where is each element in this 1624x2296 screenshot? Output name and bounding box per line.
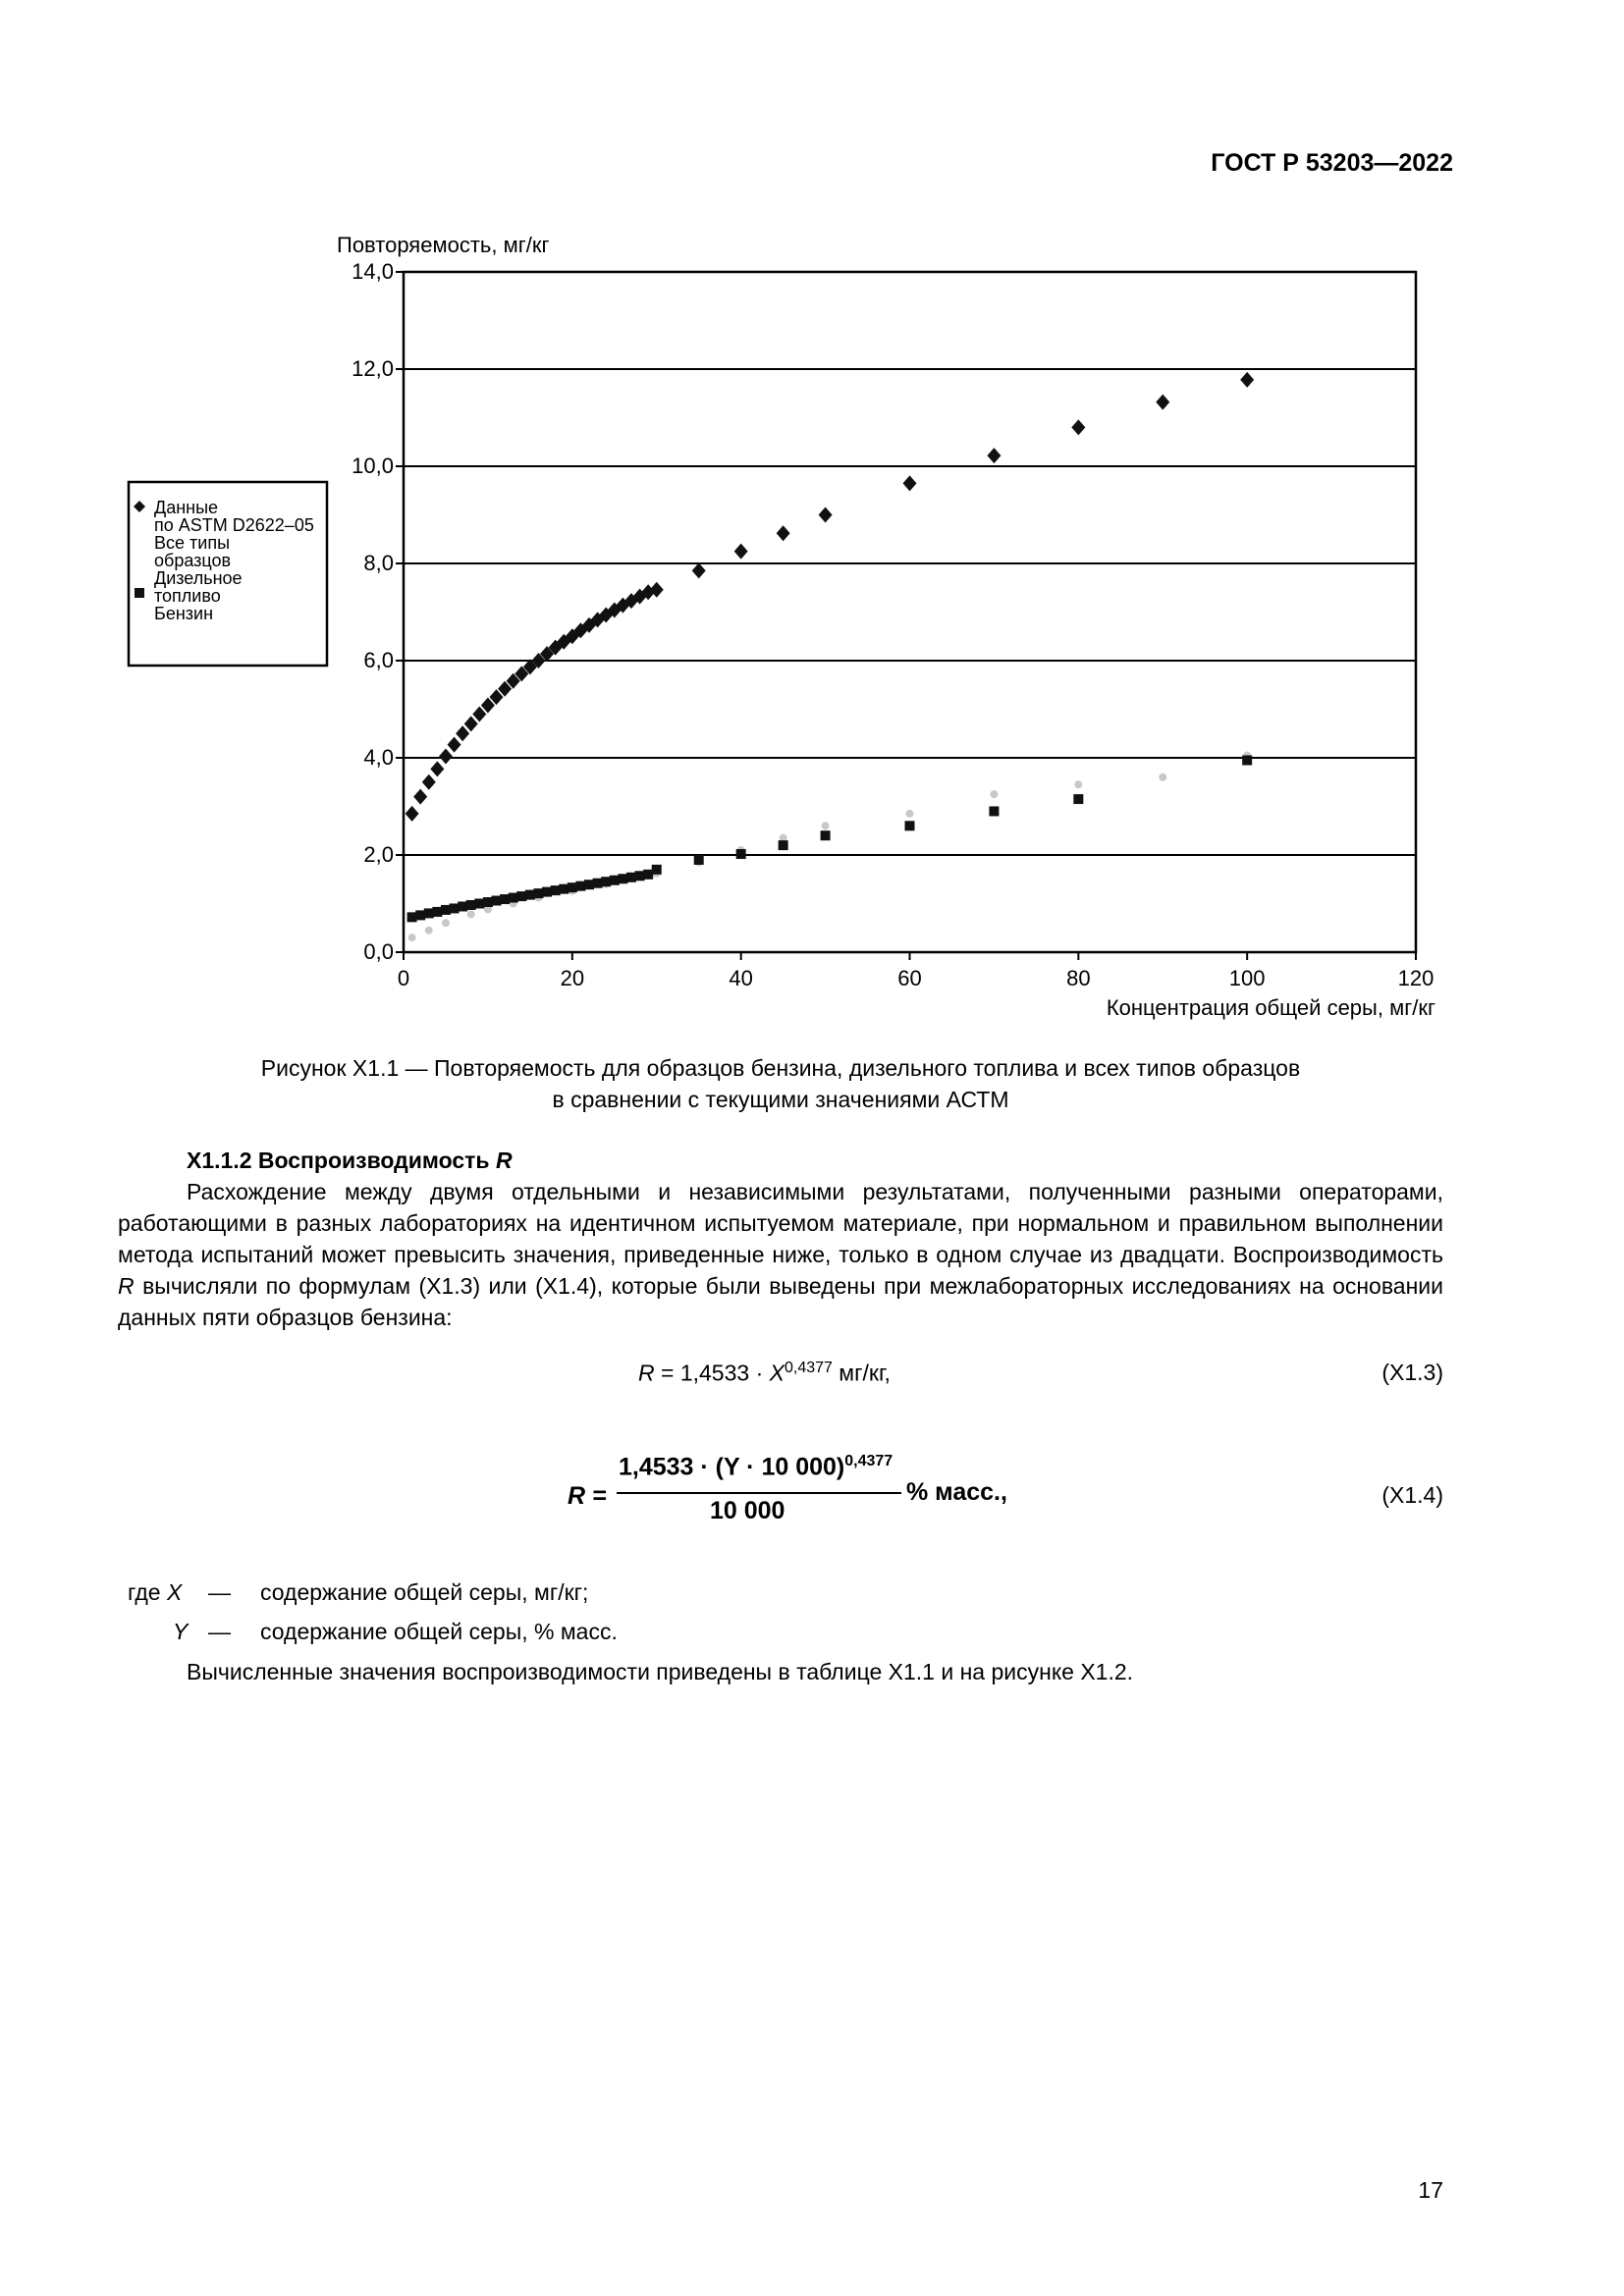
- data-point-diesel: [821, 830, 831, 840]
- repeatability-chart: [0, 0, 1624, 1041]
- data-point-diesel: [1242, 755, 1252, 765]
- data-point-gasoline: [906, 810, 914, 818]
- definition-var: Y: [173, 1619, 189, 1644]
- data-point-diesel: [905, 821, 915, 830]
- y-tick-label: 4,0: [363, 745, 394, 770]
- data-point-diesel: [424, 908, 434, 918]
- formula-exponent: 0,4377: [844, 1453, 893, 1469]
- paragraph-text-start: Расхождение между двумя отдельными и независимыми результатами, полученными разными операторами, работающими в разных лабораториях на идентичном испытуемом материале, при нормальном и правильном выполнении метода испытаний может превысить значения, приведенные ниже, только в одном случае из двадцати. Воспроизводимость: [118, 1179, 1443, 1267]
- data-point-gasoline: [1159, 774, 1166, 781]
- section-heading-text: X1.1.2 Воспроизводимость: [187, 1148, 490, 1173]
- data-point-all-types: [448, 737, 461, 753]
- legend-entry: Все типы: [154, 533, 231, 553]
- data-point-diesel: [610, 876, 620, 885]
- formula-rhs: % масс.,: [906, 1478, 1007, 1506]
- data-point-all-types: [456, 725, 469, 741]
- data-point-diesel: [575, 881, 585, 891]
- data-point-gasoline: [1074, 780, 1082, 788]
- data-point-all-types: [413, 789, 427, 805]
- data-point-gasoline: [425, 927, 433, 934]
- data-point-diesel: [559, 884, 568, 894]
- y-axis-label: Повторяемость, мг/кг: [337, 233, 550, 257]
- x-tick-label: 120: [1397, 966, 1435, 990]
- fraction-bar: [617, 1492, 901, 1494]
- data-point-diesel: [779, 840, 788, 850]
- page-number: 17: [1418, 2177, 1443, 2203]
- data-point-diesel: [450, 903, 460, 913]
- definition-lhs: [173, 1612, 188, 1651]
- legend-marker-square: [135, 588, 144, 598]
- data-point-diesel: [652, 865, 662, 875]
- legend-entry: образцов: [154, 551, 232, 570]
- data-point-diesel: [474, 899, 484, 909]
- data-point-all-types: [422, 774, 436, 790]
- definition-dash: —: [208, 1619, 231, 1644]
- data-point-gasoline: [408, 934, 416, 941]
- y-tick-label: 6,0: [363, 648, 394, 672]
- data-point-diesel: [601, 877, 611, 886]
- data-point-diesel: [989, 806, 999, 816]
- y-tick-label: 10,0: [352, 454, 394, 478]
- definition-var: X: [166, 1579, 183, 1605]
- formula-numerator: [619, 1453, 893, 1481]
- y-tick-label: 12,0: [352, 356, 394, 381]
- data-point-all-types: [439, 749, 453, 765]
- section-paragraph: [118, 1176, 1443, 1333]
- x-tick-label: 80: [1066, 966, 1091, 990]
- definition-prefix: где: [128, 1579, 167, 1605]
- data-point-diesel: [466, 900, 476, 910]
- data-point-diesel: [618, 874, 627, 883]
- formula-x1-3-body: [638, 1360, 891, 1387]
- definition-lhs: [128, 1573, 182, 1612]
- formula-number: (X1.4): [1381, 1482, 1443, 1508]
- caption-line-2: в сравнении с текущими значениями АСТМ: [552, 1087, 1009, 1112]
- definition-text: содержание общей серы, % масс.: [260, 1619, 618, 1644]
- data-point-all-types: [819, 507, 833, 523]
- data-point-diesel: [736, 849, 746, 859]
- data-point-diesel: [415, 910, 425, 920]
- data-point-diesel: [542, 887, 552, 897]
- x-tick-label: 40: [729, 966, 753, 990]
- data-point-diesel: [509, 893, 518, 903]
- legend-entry: Бензин: [154, 604, 214, 623]
- data-point-diesel: [458, 901, 467, 911]
- formula-lhs: R =: [568, 1482, 607, 1510]
- data-point-all-types: [1156, 395, 1169, 410]
- formula-exponent: 0,4377: [784, 1360, 833, 1376]
- data-point-diesel: [525, 890, 535, 900]
- formula-number: (X1.3): [1381, 1360, 1443, 1385]
- data-point-diesel: [1073, 794, 1083, 804]
- y-tick-label: 8,0: [363, 551, 394, 575]
- formula-denominator: 10 000: [710, 1497, 785, 1524]
- legend-entry: Дизельное: [154, 568, 243, 588]
- data-point-all-types: [734, 544, 748, 560]
- x-axis-label: Концентрация общей серы, мг/кг: [1106, 995, 1435, 1020]
- x-tick-label: 100: [1228, 966, 1266, 990]
- data-point-diesel: [593, 879, 603, 888]
- data-point-diesel: [516, 891, 526, 901]
- data-point-all-types: [1240, 372, 1254, 388]
- data-point-diesel: [533, 888, 543, 898]
- figure-caption: [196, 1052, 1365, 1115]
- data-point-all-types: [406, 806, 419, 822]
- data-point-all-types: [903, 475, 917, 491]
- data-point-gasoline: [990, 790, 998, 798]
- data-point-diesel: [551, 885, 561, 895]
- formula-numerator-text: 1,4533 · (Y · 10 000): [619, 1453, 845, 1481]
- data-point-diesel: [643, 870, 653, 880]
- data-point-diesel: [694, 855, 704, 865]
- data-point-diesel: [483, 897, 493, 907]
- definition-row: [118, 1612, 1394, 1651]
- closing-paragraph: Вычисленные значения воспроизводимости приведены в таблице X1.1 и на рисунке X1.2.: [187, 1659, 1134, 1684]
- formula-x1-4: [118, 1453, 1443, 1541]
- document-code: ГОСТ Р 53203—2022: [1211, 149, 1453, 177]
- legend-entry: топливо: [154, 586, 221, 606]
- legend-entry: Данные: [154, 498, 219, 517]
- y-tick-label: 2,0: [363, 842, 394, 867]
- paragraph-var: R: [118, 1273, 135, 1299]
- caption-line-1: Рисунок X1.1 — Повторяемость для образцов бензина, дизельного топлива и всех типов образцов: [260, 1055, 1301, 1081]
- formula-var: X: [769, 1360, 785, 1386]
- formula-lhs: R: [638, 1360, 655, 1386]
- section-heading: [118, 1145, 1443, 1176]
- data-point-all-types: [430, 761, 444, 776]
- x-tick-label: 20: [560, 966, 585, 990]
- data-point-diesel: [500, 894, 510, 904]
- x-tick-label: 60: [897, 966, 922, 990]
- data-point-diesel: [584, 880, 594, 889]
- formula-unit: мг/кг,: [832, 1360, 891, 1386]
- variable-definitions: [118, 1573, 1394, 1651]
- formula-x1-3: [118, 1360, 1443, 1399]
- data-point-all-types: [692, 562, 706, 578]
- data-point-all-types: [777, 525, 790, 541]
- x-tick-label: 0: [397, 966, 410, 990]
- definition-row: [118, 1573, 1394, 1612]
- data-point-diesel: [407, 912, 417, 922]
- data-point-diesel: [492, 896, 502, 906]
- data-point-gasoline: [822, 822, 830, 829]
- formula-mid: = 1,4533 ·: [654, 1360, 770, 1386]
- y-tick-label: 0,0: [363, 939, 394, 964]
- section-heading-var: R: [495, 1148, 513, 1173]
- y-tick-label: 14,0: [352, 259, 394, 284]
- data-point-gasoline: [442, 919, 450, 927]
- data-point-gasoline: [467, 910, 475, 918]
- definition-text: содержание общей серы, мг/кг;: [260, 1579, 589, 1605]
- plot-frame: [404, 272, 1416, 952]
- data-point-all-types: [1071, 419, 1085, 435]
- data-point-diesel: [441, 905, 451, 915]
- data-point-diesel: [635, 871, 645, 881]
- data-point-diesel: [432, 907, 442, 917]
- legend-entry: по ASTM D2622–05: [154, 515, 314, 535]
- data-point-all-types: [464, 716, 478, 731]
- definition-dash: —: [208, 1579, 231, 1605]
- paragraph-text-end: вычисляли по формулам (X1.3) или (X1.4), которые были выведены при межлабораторных исследованиях на основании данных пяти образцов бензина:: [118, 1273, 1443, 1330]
- data-point-diesel: [568, 882, 577, 892]
- data-point-all-types: [987, 448, 1001, 463]
- data-point-diesel: [626, 873, 636, 882]
- reproducibility-section: [118, 1145, 1443, 1333]
